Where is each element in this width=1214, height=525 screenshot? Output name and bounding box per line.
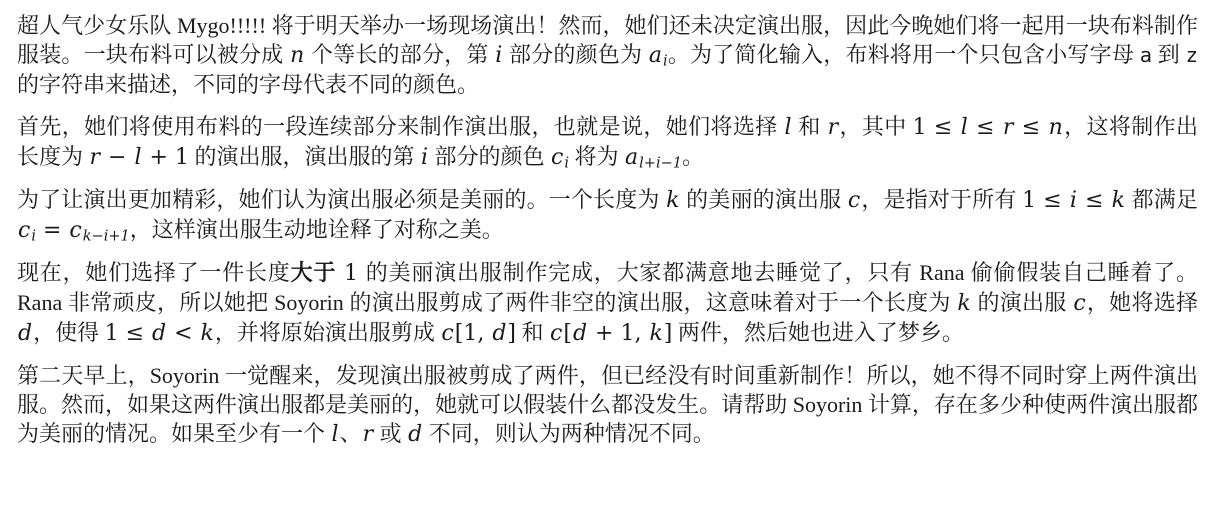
segment-math: r (1002, 115, 1014, 140)
segment-text: 首先，她们将使用布料的一段连续部分来制作演出服，也就是说，她们将选择 (17, 114, 784, 139)
segment-math: l (784, 115, 792, 140)
segment-text: 都满足 (1126, 187, 1198, 212)
segment-mathn: − (101, 145, 134, 170)
paragraph-fabric-intro (17, 11, 1198, 99)
segment-math: c (550, 321, 563, 346)
segment-sub: i (31, 228, 36, 245)
segment-text: ，是指对于所有 (861, 187, 1023, 212)
segment-math: i (495, 43, 503, 68)
segment-math: a (648, 43, 662, 68)
segment-math: c (1073, 291, 1086, 316)
segment-text: 超人气少女乐队 Mygo!!!!! 将于明天举办一场现场演出！然而，她们还未决定演出服，因此今晚她们将一起用一块布料制作服装。一块布料可以被分成 (17, 13, 1198, 67)
segment-text: ，使得 (33, 320, 105, 345)
segment-text: 为了让演出更加精彩，她们认为演出服必须是美丽的。一个长度为 (17, 187, 666, 212)
segment-math: i (1069, 188, 1077, 213)
segment-math: d (408, 422, 423, 447)
segment-math: l (331, 422, 339, 447)
segment-mathn: ≤ (968, 115, 1002, 140)
segment-math: k (200, 321, 214, 346)
segment-math: d (152, 321, 167, 346)
segment-sub: l+i−1 (639, 155, 682, 172)
segment-text: 和 (516, 320, 550, 345)
paragraph-question (17, 361, 1198, 449)
segment-math: r (362, 422, 374, 447)
segment-math: k (957, 291, 971, 316)
segment-math: n (290, 43, 305, 68)
segment-text: 到 (1152, 42, 1186, 67)
segment-math: c (441, 321, 454, 346)
segment-text: 。为了简化输入，布料将用一个只包含小写字母 (667, 42, 1140, 67)
segment-text: 或 (374, 421, 408, 446)
segment-math: d (492, 321, 507, 346)
segment-math: l (134, 145, 142, 170)
segment-math: c (847, 188, 861, 213)
segment-math: k (1111, 188, 1125, 213)
segment-text: 现在，她们选择了一件长度 (17, 260, 291, 285)
segment-mathn: ≤ (1014, 115, 1048, 140)
segment-text: ，其中 (839, 114, 913, 139)
segment-tt: z (1185, 43, 1198, 67)
segment-sub: i (564, 155, 569, 172)
segment-text: ，她将选择 (1086, 290, 1198, 315)
segment-math: r (89, 145, 101, 170)
segment-text: 第二天早上，Soyorin 一觉醒来，发现演出服被剪成了两件，但已经没有时间重新制作！所以，她不得不同时穿上两件演出服。然而，如果这两件演出服都是美丽的，她就可以假装什么都没发生。请帮助 Soyorin 计算，存在多少种使两件演出服都为美丽的情况。如果至少有一个 (17, 363, 1198, 446)
segment-math: n (1048, 115, 1063, 140)
segment-math: r (827, 115, 839, 140)
segment-tt: a (1139, 43, 1153, 67)
segment-text: 个等长的部分，第 (305, 42, 495, 67)
segment-mathn: 1 ≤ (1022, 188, 1069, 213)
paragraph-rana-cut (17, 258, 1198, 348)
segment-text: 的美丽的演出服 (680, 187, 847, 212)
segment-text: 的演出服，演出服的第 (188, 144, 420, 169)
segment-text: 部分的颜色为 (503, 42, 648, 67)
segment-mathn: = (35, 218, 69, 243)
segment-text: ，这将制作出长度为 (17, 114, 1199, 169)
segment-math: a (625, 145, 639, 170)
segment-text: 的美丽演出服制作完成，大家都满意地去睡觉了，只有 Rana 偷偷假装自己睡着了。Rana 非常顽皮，所以她把 Soyorin 的演出服剪成了两件非空的演出服，这意味着对于一个长度为 (17, 260, 1198, 315)
segment-sub: k−i+1 (82, 228, 130, 245)
segment-mathn: ≤ (1077, 188, 1111, 213)
segment-text: 将为 (569, 144, 625, 169)
segment-mathn: [1, (454, 321, 492, 346)
segment-math: k (666, 188, 680, 213)
segment-bold: 大于 (290, 260, 337, 285)
segment-mathn: ] (507, 321, 516, 346)
segment-sub: i (663, 53, 668, 70)
segment-math: l (960, 115, 968, 140)
segment-text: 。 (682, 144, 705, 169)
segment-math: c (69, 218, 82, 243)
segment-text: 和 (792, 114, 827, 139)
segment-math: k (649, 321, 663, 346)
segment-text: 的演出服 (971, 290, 1073, 315)
segment-mathn: ] (663, 321, 673, 346)
segment-mathn: + 1 (142, 145, 189, 170)
segment-text: 部分的颜色 (429, 144, 551, 169)
segment-mathn: 1 (336, 261, 366, 286)
segment-math: i (420, 145, 428, 170)
segment-mathn: < (167, 321, 200, 346)
segment-math: d (572, 321, 588, 346)
segment-math: d (18, 321, 33, 346)
segment-mathn: + 1, (588, 321, 649, 346)
segment-text: 、 (339, 421, 362, 446)
segment-text: 不同，则认为两种情况不同。 (423, 421, 715, 446)
segment-mathn: [ (563, 321, 572, 346)
segment-text: ，这样演出服生动地诠释了对称之美。 (129, 217, 504, 242)
paragraph-costume-selection (17, 112, 1198, 172)
segment-text: 两件，然后她也进入了梦乡。 (672, 320, 964, 345)
segment-text: ，并将原始演出服剪成 (214, 320, 441, 345)
segment-mathn: 1 ≤ (912, 115, 960, 140)
segment-math: c (551, 145, 564, 170)
segment-math: c (18, 218, 31, 243)
segment-mathn: 1 ≤ (104, 321, 152, 346)
segment-text: 的字符串来描述，不同的字母代表不同的颜色。 (17, 72, 480, 97)
paragraph-beautiful-definition (17, 185, 1198, 245)
